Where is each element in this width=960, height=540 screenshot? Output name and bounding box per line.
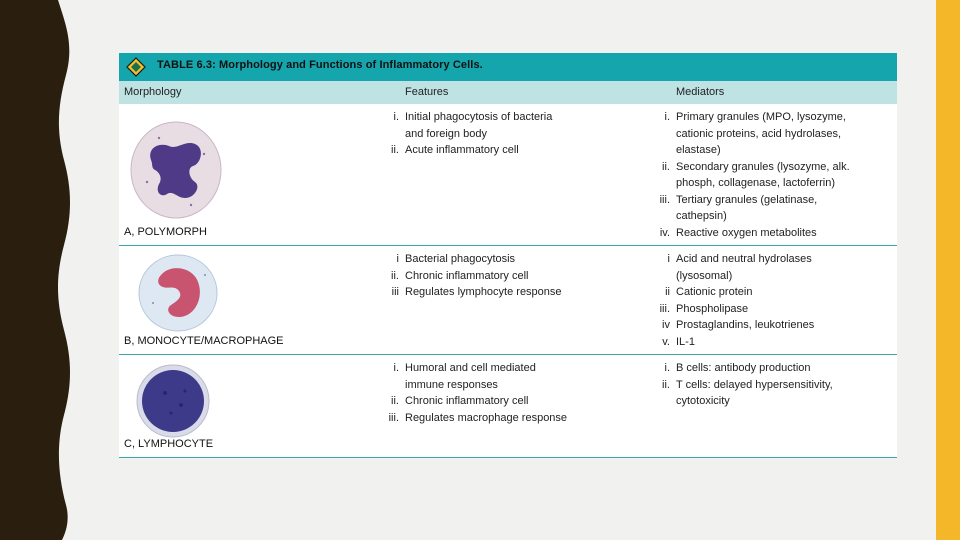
- item-text: IL-1: [676, 335, 695, 348]
- mediator-item: [659, 301, 814, 318]
- item-text: cationic proteins, acid hydrolases,: [676, 127, 842, 140]
- item-number: i.: [664, 111, 670, 123]
- item-number: iii.: [659, 302, 670, 315]
- feature-item: [391, 393, 567, 410]
- feature-item: [396, 251, 562, 268]
- feature-item: [391, 142, 552, 159]
- item-text: Regulates lymphocyte response: [405, 286, 562, 298]
- item-text: Primary granules (MPO, lysozyme,: [676, 111, 846, 123]
- item-text: and foreign body: [405, 127, 487, 140]
- table-header-row: [119, 81, 897, 104]
- item-text: Acute inflammatory cell: [405, 144, 519, 156]
- item-text: Tertiary granules (gelatinase,: [676, 193, 818, 206]
- morphology-label: B, MONOCYTE/MACROPHAGE: [124, 335, 284, 347]
- item-number: i.: [393, 111, 399, 123]
- item-number: iv.: [659, 226, 670, 239]
- item-number: iv: [662, 319, 670, 331]
- item-number: i: [667, 253, 670, 265]
- table-row-monocyte: [119, 246, 897, 355]
- item-text: Phospholipase: [676, 302, 749, 315]
- item-text: Reactive oxygen metabolites: [676, 226, 817, 239]
- item-number: ii.: [391, 269, 399, 282]
- item-number: v.: [662, 335, 670, 348]
- item-text: elastase): [676, 144, 721, 156]
- item-number: ii.: [391, 395, 399, 407]
- morphology-label: C, LYMPHOCYTE: [124, 438, 214, 450]
- item-number: i.: [393, 362, 399, 374]
- item-text: phosph, collagenase, lactoferrin): [676, 177, 835, 189]
- left-decorative-band: [0, 0, 72, 540]
- item-text: B cells: antibody production: [676, 362, 811, 374]
- item-number: iii: [391, 286, 399, 298]
- mediator-item: [659, 192, 850, 225]
- item-text: Acid and neutral hydrolases: [676, 253, 812, 265]
- features-list: [388, 360, 568, 426]
- yellow-diamond-icon: [126, 57, 146, 77]
- item-text: T cells: delayed hypersensitivity,: [676, 378, 833, 391]
- item-number: i.: [664, 362, 670, 374]
- header-features: Features: [405, 86, 449, 98]
- table-title: TABLE 6.3: Morphology and Functions of Inflammatory Cells.: [157, 59, 483, 71]
- item-text: Cationic protein: [676, 286, 753, 298]
- mediators-list: [659, 109, 850, 241]
- lymphocyte-cell-illustration: [135, 363, 211, 439]
- table-title-bar: [119, 53, 897, 81]
- right-accent-band: [936, 0, 960, 540]
- item-text: immune responses: [405, 378, 498, 391]
- item-text: cathepsin): [676, 210, 727, 222]
- table-image: [119, 53, 897, 458]
- feature-item: [393, 360, 567, 393]
- item-text: Chronic inflammatory cell: [405, 395, 529, 407]
- item-number: ii.: [662, 378, 670, 391]
- item-text: Bacterial phagocytosis: [405, 253, 516, 265]
- mediator-item: [662, 317, 815, 334]
- mediators-list: [659, 251, 815, 350]
- polymorph-cell-illustration: [129, 120, 223, 220]
- mediator-item: [664, 360, 833, 377]
- feature-item: [388, 410, 568, 427]
- mediator-item: [659, 225, 850, 242]
- item-text: Prostaglandins, leukotrienes: [676, 319, 815, 331]
- morphology-label: A, POLYMORPH: [124, 226, 207, 238]
- table-row-lymphocyte: [119, 355, 897, 458]
- feature-item: [391, 284, 562, 301]
- item-number: iii.: [388, 411, 399, 424]
- item-text: Secondary granules (lysozyme, alk.: [676, 160, 850, 173]
- item-text: Regulates macrophage response: [405, 411, 568, 424]
- item-number: i: [396, 253, 399, 265]
- mediator-item: [667, 251, 814, 284]
- item-text: cytotoxicity: [676, 395, 730, 407]
- mediator-item: [664, 109, 850, 159]
- header-morphology: Morphology: [124, 86, 182, 98]
- features-list: [391, 251, 562, 301]
- mediator-item: [662, 377, 833, 410]
- item-text: Initial phagocytosis of bacteria: [405, 111, 553, 123]
- item-number: iii.: [659, 193, 670, 206]
- features-list: [391, 109, 553, 159]
- item-text: Humoral and cell mediated: [405, 362, 536, 374]
- mediators-list: [662, 360, 833, 410]
- feature-item: [393, 109, 553, 142]
- mediator-item: [665, 284, 814, 301]
- item-number: ii.: [391, 144, 399, 156]
- monocyte-cell-illustration: [137, 253, 219, 333]
- item-number: ii: [665, 286, 670, 298]
- item-text: Chronic inflammatory cell: [405, 269, 529, 282]
- mediator-item: [662, 159, 850, 192]
- item-number: ii.: [662, 160, 670, 173]
- mediator-item: [662, 334, 814, 351]
- table-row-polymorph: [119, 104, 897, 246]
- header-mediators: Mediators: [676, 86, 725, 98]
- feature-item: [391, 268, 562, 285]
- item-text: (lysosomal): [676, 269, 733, 282]
